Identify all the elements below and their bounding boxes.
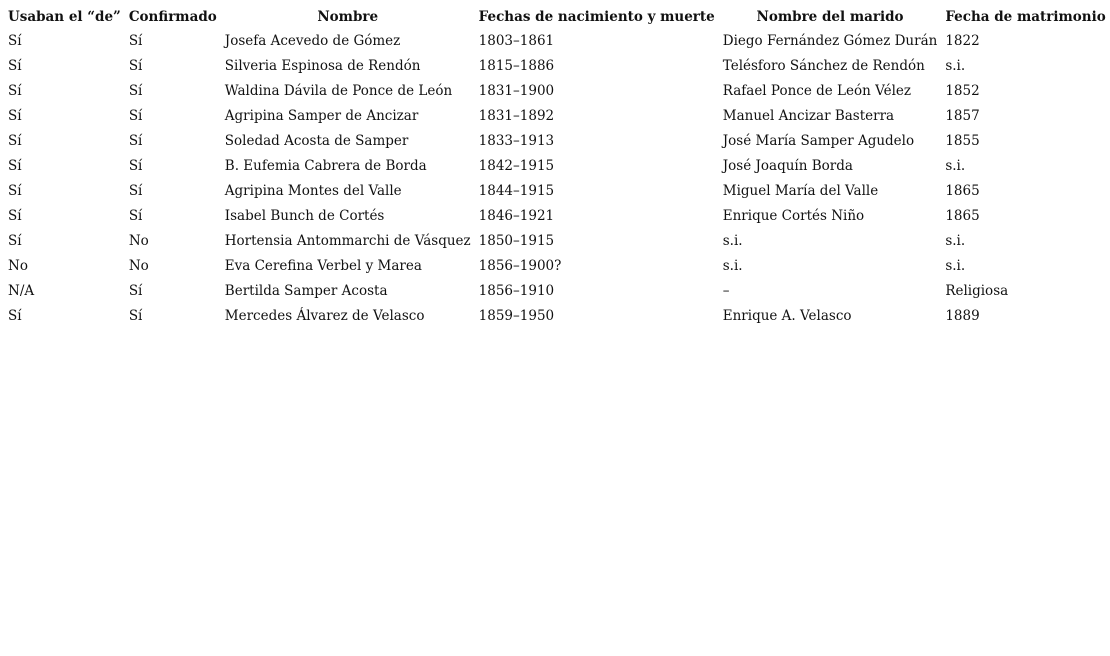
cell-usaban-de: Sí bbox=[8, 82, 22, 99]
cell-fecha-matrimonio: 1865 bbox=[945, 207, 980, 224]
cell-fechas: 1846–1921 bbox=[478, 207, 555, 224]
cell-fechas: 1803–1861 bbox=[478, 32, 555, 49]
cell-nombre: Waldina Dávila de Ponce de León bbox=[224, 82, 453, 99]
cell-fecha-matrimonio: 1865 bbox=[945, 182, 980, 199]
cell-usaban-de: No bbox=[8, 257, 28, 274]
cell-nombre: Silveria Espinosa de Rendón bbox=[224, 57, 421, 74]
cell-nombre: Soledad Acosta de Samper bbox=[224, 132, 409, 149]
table-row bbox=[4, 203, 1110, 228]
cell-fechas: 1856–1910 bbox=[478, 282, 555, 299]
header-nombre: Nombre bbox=[317, 9, 379, 25]
cell-confirmado: Sí bbox=[128, 182, 143, 199]
cell-nombre: Agripina Montes del Valle bbox=[224, 182, 402, 199]
table-row bbox=[4, 228, 1110, 253]
cell-fechas: 1833–1913 bbox=[478, 132, 555, 149]
cell-fechas: 1831–1892 bbox=[478, 107, 555, 124]
cell-fecha-matrimonio: Religiosa bbox=[945, 282, 1009, 299]
cell-nombre-marido: s.i. bbox=[722, 257, 743, 274]
cell-nombre-marido: José María Samper Agudelo bbox=[722, 132, 915, 149]
cell-fechas: 1815–1886 bbox=[478, 57, 555, 74]
cell-nombre-marido: Enrique Cortés Niño bbox=[722, 207, 865, 224]
cell-fechas: 1844–1915 bbox=[478, 182, 555, 199]
cell-usaban-de: Sí bbox=[8, 132, 22, 149]
cell-nombre: Mercedes Álvarez de Velasco bbox=[224, 307, 425, 324]
cell-nombre-marido: Manuel Ancizar Basterra bbox=[722, 107, 895, 124]
cell-usaban-de: Sí bbox=[8, 32, 22, 49]
cell-fecha-matrimonio: 1852 bbox=[945, 82, 980, 99]
cell-usaban-de: Sí bbox=[8, 107, 22, 124]
cell-nombre-marido: Diego Fernández Gómez Durán bbox=[722, 32, 938, 49]
cell-usaban-de: N/A bbox=[8, 282, 35, 299]
cell-fecha-matrimonio: 1822 bbox=[945, 32, 980, 49]
cell-fechas: 1831–1900 bbox=[478, 82, 555, 99]
cell-nombre-marido: – bbox=[722, 282, 730, 299]
table-row bbox=[4, 28, 1110, 53]
cell-confirmado: Sí bbox=[128, 207, 143, 224]
cell-nombre-marido: Rafael Ponce de León Vélez bbox=[722, 82, 912, 99]
cell-nombre: Bertilda Samper Acosta bbox=[224, 282, 388, 299]
cell-confirmado: Sí bbox=[128, 32, 143, 49]
cell-usaban-de: Sí bbox=[8, 157, 22, 174]
cell-nombre: Hortensia Antommarchi de Vásquez bbox=[224, 232, 471, 249]
cell-nombre-marido: José Joaquín Borda bbox=[722, 157, 853, 174]
table-row bbox=[4, 153, 1110, 178]
cell-confirmado: Sí bbox=[128, 107, 143, 124]
table-row bbox=[4, 78, 1110, 103]
cell-fechas: 1856–1900? bbox=[478, 257, 562, 274]
cell-fecha-matrimonio: s.i. bbox=[945, 257, 966, 274]
cell-confirmado: No bbox=[128, 257, 149, 274]
table-row bbox=[4, 178, 1110, 203]
women-writers-table bbox=[4, 6, 1110, 328]
table-row bbox=[4, 53, 1110, 78]
cell-nombre: Isabel Bunch de Cortés bbox=[224, 207, 385, 224]
cell-fecha-matrimonio: s.i. bbox=[945, 157, 966, 174]
cell-usaban-de: Sí bbox=[8, 207, 22, 224]
cell-fecha-matrimonio: 1889 bbox=[945, 307, 980, 324]
cell-nombre-marido: Enrique A. Velasco bbox=[722, 307, 852, 324]
cell-nombre-marido: Telésforo Sánchez de Rendón bbox=[722, 57, 925, 74]
table-row bbox=[4, 303, 1110, 328]
cell-confirmado: Sí bbox=[128, 282, 143, 299]
cell-nombre-marido: Miguel María del Valle bbox=[722, 182, 879, 199]
cell-confirmado: Sí bbox=[128, 307, 143, 324]
cell-confirmado: Sí bbox=[128, 132, 143, 149]
header-confirmado: Confirmado bbox=[128, 9, 217, 25]
cell-fechas: 1859–1950 bbox=[478, 307, 555, 324]
table-row bbox=[4, 278, 1110, 303]
cell-confirmado: No bbox=[128, 232, 149, 249]
cell-usaban-de: Sí bbox=[8, 57, 22, 74]
cell-fecha-matrimonio: s.i. bbox=[945, 57, 966, 74]
cell-nombre: Eva Cerefina Verbel y Marea bbox=[224, 257, 422, 274]
header-fecha-matrimonio: Fecha de matrimonio bbox=[945, 9, 1106, 25]
cell-nombre-marido: s.i. bbox=[722, 232, 743, 249]
table-row bbox=[4, 253, 1110, 278]
cell-fechas: 1842–1915 bbox=[478, 157, 555, 174]
cell-confirmado: Sí bbox=[128, 82, 143, 99]
cell-confirmado: Sí bbox=[128, 157, 143, 174]
cell-nombre: B. Eufemia Cabrera de Borda bbox=[224, 157, 427, 174]
header-fechas: Fechas de nacimiento y muerte bbox=[478, 9, 715, 25]
table-row bbox=[4, 128, 1110, 153]
cell-fechas: 1850–1915 bbox=[478, 232, 555, 249]
cell-nombre: Agripina Samper de Ancizar bbox=[224, 107, 419, 124]
header-nombre-marido: Nombre del marido bbox=[756, 9, 904, 25]
header-usaban-de: Usaban el “de” bbox=[8, 9, 121, 25]
cell-usaban-de: Sí bbox=[8, 232, 22, 249]
cell-usaban-de: Sí bbox=[8, 307, 22, 324]
cell-usaban-de: Sí bbox=[8, 182, 22, 199]
cell-nombre: Josefa Acevedo de Gómez bbox=[224, 32, 401, 49]
cell-fecha-matrimonio: s.i. bbox=[945, 232, 966, 249]
table-row bbox=[4, 103, 1110, 128]
cell-confirmado: Sí bbox=[128, 57, 143, 74]
cell-fecha-matrimonio: 1855 bbox=[945, 132, 980, 149]
cell-fecha-matrimonio: 1857 bbox=[945, 107, 980, 124]
header-row bbox=[4, 6, 1110, 28]
